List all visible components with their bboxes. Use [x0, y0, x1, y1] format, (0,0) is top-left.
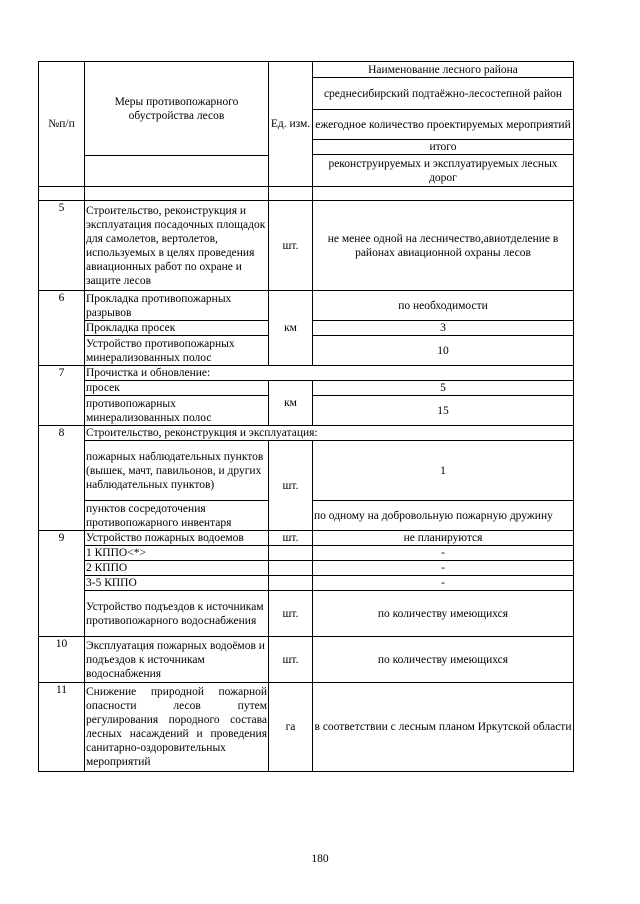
header-roads: реконструируемых и эксплуатируемых лесных дорог [313, 155, 574, 187]
blank-cell [85, 187, 269, 201]
row-num: 10 [39, 637, 85, 683]
row-value: - [313, 576, 574, 591]
table-row [39, 591, 574, 637]
row-unit: км [269, 291, 313, 366]
fire-measures-table [38, 61, 574, 772]
row-value: не планируются [313, 531, 574, 546]
row-unit: шт. [269, 201, 313, 291]
table-row [39, 201, 574, 291]
row-value: 5 [313, 381, 574, 396]
table-row [39, 561, 574, 576]
table-row [39, 637, 574, 683]
blank-cell [39, 187, 85, 201]
row-value: не менее одной на лесничество,авиотделение в районах авиационной охраны лесов [313, 201, 574, 291]
row-value: по количеству имеющихся [313, 637, 574, 683]
row-measure: 3-5 КППО [85, 576, 269, 591]
row-value: 15 [313, 396, 574, 426]
table-row [39, 531, 574, 546]
header-district: среднесибирский подтаёжно-лесостепной район [313, 78, 574, 110]
header-measures-blank [85, 156, 269, 187]
blank-cell [313, 187, 574, 201]
row-unit: шт. [269, 531, 313, 546]
row-num: 8 [39, 426, 85, 531]
table-row [39, 441, 574, 501]
page-number: 180 [311, 853, 329, 865]
row-measure: Эксплуатация пожарных водоёмов и подъездов к источникам водоснабжения [85, 637, 269, 683]
table-row [39, 381, 574, 396]
row-measure: Устройство противопожарных минерализованных полос [85, 336, 269, 366]
header-measures: Меры противопожарного обустройства лесов [85, 62, 269, 156]
row-measure: 2 КППО [85, 561, 269, 576]
row-unit: км [269, 381, 313, 426]
row-value: по необходимости [313, 291, 574, 321]
row-measure: пожарных наблюдательных пунктов (вышек, мачт, павильонов, и других наблюдательных пунктов) [85, 441, 269, 501]
row-unit: шт. [269, 591, 313, 637]
row-measure: Устройство подъездов к источникам противопожарного водоснабжения [85, 591, 269, 637]
row-measure: 1 КППО<*> [85, 546, 269, 561]
header-district-name: Наименование лесного района [313, 62, 574, 78]
row-unit: шт. [269, 441, 313, 531]
table-row [39, 366, 574, 381]
row-value: - [313, 561, 574, 576]
header-annual: ежегодное количество проектируемых мероприятий [313, 110, 574, 140]
row-section-title: Строительство, реконструкция и эксплуатация: [85, 426, 574, 441]
row-num: 6 [39, 291, 85, 366]
row-value: по одному на добровольную пожарную дружину [313, 501, 574, 531]
header-unit: Ед. изм. [269, 62, 313, 187]
row-measure: пунктов сосредоточения противопожарного инвентаря [85, 501, 269, 531]
row-measure: Снижение природной пожарной опасности лесов путем регулирования породного состава лесных насаждений и проведения санитарно-оздоровительных мероприятий [85, 683, 269, 772]
row-num: 11 [39, 683, 85, 772]
row-value: в соответствии с лесным планом Иркутской области [313, 683, 574, 772]
row-num: 5 [39, 201, 85, 291]
row-num: 7 [39, 366, 85, 426]
row-value: по количеству имеющихся [313, 591, 574, 637]
row-section-title: Прочистка и обновление: [85, 366, 574, 381]
table-row [39, 291, 574, 321]
table-row [39, 546, 574, 561]
row-measure: Прокладка просек [85, 321, 269, 336]
blank-cell [269, 187, 313, 201]
row-unit [269, 561, 313, 576]
table-row [39, 426, 574, 441]
row-measure: Строительство, реконструкция и эксплуатация посадочных площадок для самолетов, вертолетов, используемых в целях проведения авиационных работ по охране и защите лесов [85, 201, 269, 291]
row-measure: Прокладка противопожарных разрывов [85, 291, 269, 321]
row-measure: Устройство пожарных водоемов [85, 531, 269, 546]
row-unit [269, 576, 313, 591]
row-measure: просек [85, 381, 269, 396]
row-value: 10 [313, 336, 574, 366]
row-value: 1 [313, 441, 574, 501]
header-total: итого [313, 140, 574, 155]
row-value: 3 [313, 321, 574, 336]
table-row [39, 683, 574, 772]
header-num: №п/п [39, 62, 85, 187]
row-unit: га [269, 683, 313, 772]
row-value: - [313, 546, 574, 561]
row-unit: шт. [269, 637, 313, 683]
row-measure: противопожарных минерализованных полос [85, 396, 269, 426]
table-row [39, 576, 574, 591]
row-unit [269, 546, 313, 561]
row-num: 9 [39, 531, 85, 637]
